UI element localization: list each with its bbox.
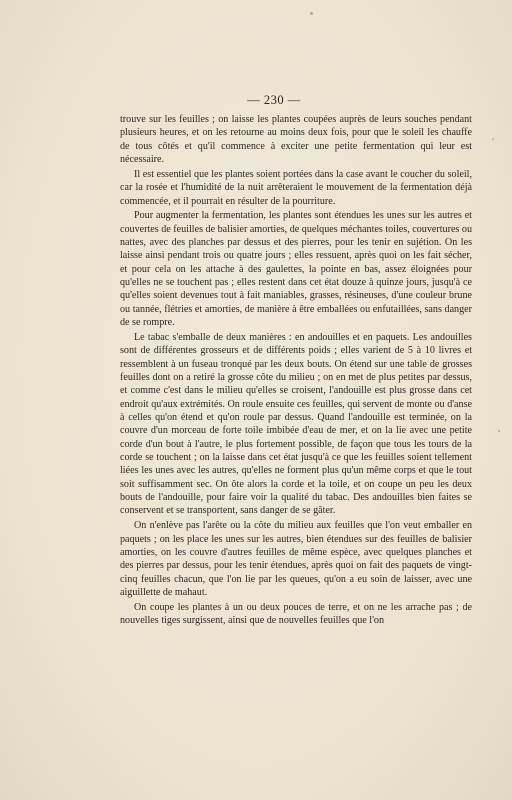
paragraph: On coupe les plantes à un ou deux pouces de terre, et on ne les arrache pas ; de nouvelles tiges surgissent, ainsi que de nouvelles feuilles que l'on <box>120 601 472 627</box>
body-text <box>120 113 472 629</box>
paper-speck <box>310 12 313 15</box>
page-number: — 230 — <box>247 93 301 107</box>
paper-speck <box>498 430 500 432</box>
paragraph: Il est essentiel que les plantes soient portées dans la case avant le coucher du soleil, car la rosée et l'humidité de la nuit arrêteraient le mouvement de la fermentation déjà commencée, et il pourrait en résulter de la pourriture. <box>120 168 472 207</box>
paragraph: trouve sur les feuilles ; on laisse les plantes coupées auprès de leurs souches pendant plusieurs heures, et on les retourne au moins deux fois, pour que le soleil les chauffe de tous côtés et qu'il commence à exciter une petite fermentation qui leur est nécessaire. <box>120 114 472 166</box>
paragraph: Pour augmenter la fermentation, les plantes sont étendues les unes sur les autres et couvertes de feuilles de balisier amorties, de quelques méchantes toiles, couvertures ou nattes, avec des planches par dessus et des pierres, pour les tenir en sujétion. On les laisse ainsi pendant trois ou quatre jours ; elles ressuent, après quoi on les fait sécher, et pour cela on les attache à des gaulettes, la pointe en bas, assez éloignées pour qu'elles ne se touchent pas ; elles restent dans cet état douze à quinze jours, jusqu'à ce qu'elles soient devenues tout à fait maniables, grasses, résineuses, d'une couleur brune ou tannée, flétries et amorties, de manière à être emballées ou enfutaillées, sans danger de se rompre. <box>120 210 472 329</box>
paper-speck <box>492 138 494 140</box>
paragraph: Le tabac s'emballe de deux manières : en andouilles et en paquets. Les andouilles sont de différentes grosseurs et de différents poids ; elles varient de 5 à 10 livres et ressemblent à un fuseau tronqué par les deux bouts. On étend sur une table de grosses feuilles dont on a retiré la grosse côte du milieu ; on en met de plus petites par dessus, et comme c'est dans le milieu qu'elles se croisent, l'andouille est plus grosse dans cet endroit qu'aux extrémités. On roule ensuite ces feuilles, qui servent de monte ou d'anse à celles qu'on étend et qu'on roule par dessus. Quand l'andouille est terminée, on la couvre d'un morceau de forte toile imbibée d'eau de mer, et on la lie avec une petite corde d'un bout à l'autre, le plus fortement possible, de façon que tous les tours de la corde se touchent ; on la laisse dans cet état jusqu'à ce que les feuilles soient tellement liées les unes avec les autres, qu'elles ne forment plus qu'un même corps et que le tout soit suffisamment sec. On ôte alors la corde et la toile, et on coupe un peu les deux bouts de l'andouille, pour faire voir la qualité du tabac. Des andouilles bien faites se conservent et se transportent, sans danger de se gâter. <box>120 332 472 517</box>
paragraph: On n'enlève pas l'arête ou la côte du milieu aux feuilles que l'on veut emballer en paquets ; on les place les unes sur les autres, bien étendues sur des feuilles de balisier amorties, on les couvre d'autres feuilles de même espèce, avec quelques planches et des pierres par dessus, pour les tenir étendues, après quoi on fait des paquets de vingt-cinq feuilles chacun, que l'on lie par les queues, qu'on a eu soin de laisser, avec une aiguillette de mahaut. <box>120 520 472 599</box>
